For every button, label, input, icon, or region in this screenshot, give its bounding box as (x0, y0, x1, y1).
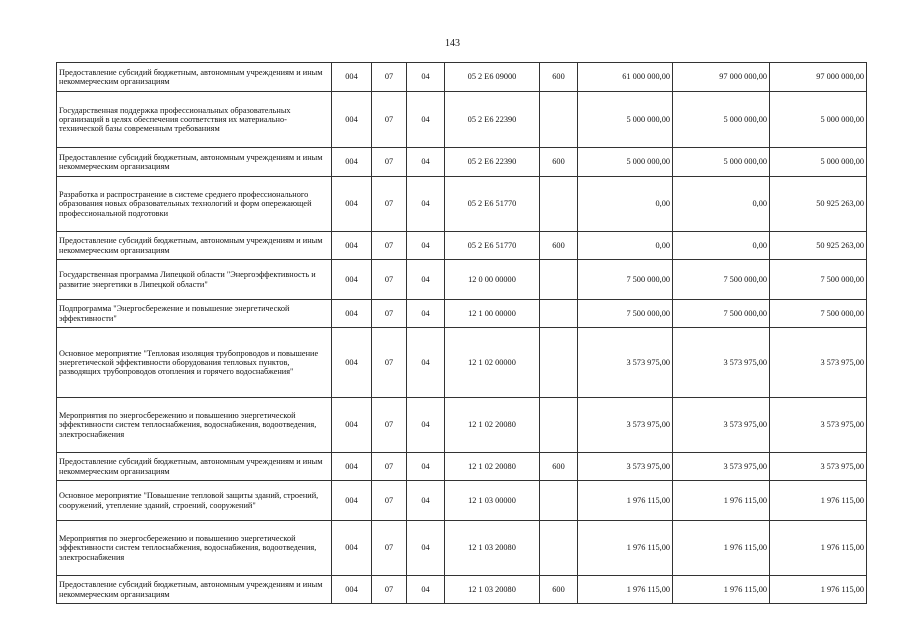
cell-vr (540, 328, 578, 398)
cell-year3: 7 500 000,00 (770, 300, 867, 328)
cell-section: 07 (372, 576, 407, 604)
cell-year1: 1 976 115,00 (578, 576, 673, 604)
cell-admin: 004 (332, 260, 372, 300)
cell-vr (540, 260, 578, 300)
cell-vr: 600 (540, 148, 578, 177)
budget-table (56, 62, 867, 604)
cell-year3: 97 000 000,00 (770, 63, 867, 92)
cell-admin: 004 (332, 576, 372, 604)
cell-year1: 3 573 975,00 (578, 328, 673, 398)
table-row (57, 328, 867, 398)
cell-year2: 5 000 000,00 (673, 148, 770, 177)
cell-target: 12 1 03 00000 (445, 481, 540, 521)
cell-year2: 5 000 000,00 (673, 92, 770, 148)
cell-section: 07 (372, 148, 407, 177)
cell-section: 07 (372, 92, 407, 148)
cell-year3: 1 976 115,00 (770, 521, 867, 576)
cell-admin: 004 (332, 398, 372, 453)
cell-subsection: 04 (407, 328, 445, 398)
cell-admin: 004 (332, 92, 372, 148)
table-row (57, 232, 867, 260)
cell-target: 12 1 03 20080 (445, 521, 540, 576)
table-row (57, 453, 867, 481)
cell-name: Мероприятия по энергосбережению и повышению энергетической эффективности систем теплоснабжения, водоснабжения, водоотведения, электроснабжения (57, 398, 332, 453)
cell-year3: 7 500 000,00 (770, 260, 867, 300)
cell-section: 07 (372, 232, 407, 260)
cell-subsection: 04 (407, 453, 445, 481)
table-row (57, 260, 867, 300)
cell-year1: 61 000 000,00 (578, 63, 673, 92)
cell-year3: 50 925 263,00 (770, 177, 867, 232)
cell-target: 12 1 02 00000 (445, 328, 540, 398)
cell-year1: 0,00 (578, 232, 673, 260)
cell-year2: 1 976 115,00 (673, 481, 770, 521)
cell-admin: 004 (332, 453, 372, 481)
cell-target: 12 1 00 00000 (445, 300, 540, 328)
cell-year2: 0,00 (673, 232, 770, 260)
cell-target: 05 2 Е6 22390 (445, 148, 540, 177)
cell-year2: 7 500 000,00 (673, 260, 770, 300)
page-number: 143 (445, 38, 460, 49)
cell-target: 12 1 02 20080 (445, 398, 540, 453)
cell-target: 05 2 Е6 51770 (445, 232, 540, 260)
table-row (57, 521, 867, 576)
cell-target: 12 0 00 00000 (445, 260, 540, 300)
cell-vr (540, 300, 578, 328)
cell-section: 07 (372, 177, 407, 232)
cell-year1: 5 000 000,00 (578, 92, 673, 148)
cell-admin: 004 (332, 300, 372, 328)
cell-year1: 3 573 975,00 (578, 398, 673, 453)
cell-name: Государственная поддержка профессиональных образовательных организаций в целях обеспечения соответствия их материально-технической базы современным требованиям (57, 92, 332, 148)
cell-year1: 7 500 000,00 (578, 300, 673, 328)
cell-name: Мероприятия по энергосбережению и повышению энергетической эффективности систем теплоснабжения, водоснабжения, водоотведения, электроснабжения (57, 521, 332, 576)
table-row (57, 63, 867, 92)
cell-name: Предоставление субсидий бюджетным, автономным учреждениям и иным некоммерческим организациям (57, 148, 332, 177)
table-row (57, 300, 867, 328)
cell-section: 07 (372, 300, 407, 328)
cell-year1: 1 976 115,00 (578, 481, 673, 521)
cell-section: 07 (372, 521, 407, 576)
cell-subsection: 04 (407, 398, 445, 453)
cell-subsection: 04 (407, 576, 445, 604)
cell-name: Подпрограмма "Энергосбережение и повышение энергетической эффективности" (57, 300, 332, 328)
cell-admin: 004 (332, 148, 372, 177)
cell-year3: 5 000 000,00 (770, 148, 867, 177)
cell-year2: 1 976 115,00 (673, 576, 770, 604)
cell-subsection: 04 (407, 300, 445, 328)
cell-name: Предоставление субсидий бюджетным, автономным учреждениям и иным некоммерческим организациям (57, 453, 332, 481)
cell-vr (540, 177, 578, 232)
cell-admin: 004 (332, 481, 372, 521)
cell-name: Предоставление субсидий бюджетным, автономным учреждениям и иным некоммерческим организациям (57, 576, 332, 604)
cell-target: 12 1 03 20080 (445, 576, 540, 604)
cell-year2: 7 500 000,00 (673, 300, 770, 328)
cell-section: 07 (372, 453, 407, 481)
cell-subsection: 04 (407, 63, 445, 92)
cell-vr (540, 481, 578, 521)
cell-year3: 3 573 975,00 (770, 328, 867, 398)
cell-vr: 600 (540, 232, 578, 260)
table-row (57, 481, 867, 521)
cell-name: Предоставление субсидий бюджетным, автономным учреждениям и иным некоммерческим организациям (57, 232, 332, 260)
cell-subsection: 04 (407, 521, 445, 576)
cell-year3: 3 573 975,00 (770, 398, 867, 453)
cell-year1: 5 000 000,00 (578, 148, 673, 177)
cell-name: Основное мероприятие "Повышение тепловой защиты зданий, строений, сооружений, утепление зданий, строений, сооружений" (57, 481, 332, 521)
table-row (57, 177, 867, 232)
cell-year1: 3 573 975,00 (578, 453, 673, 481)
cell-subsection: 04 (407, 177, 445, 232)
cell-subsection: 04 (407, 260, 445, 300)
cell-admin: 004 (332, 177, 372, 232)
cell-admin: 004 (332, 232, 372, 260)
cell-admin: 004 (332, 328, 372, 398)
cell-year2: 1 976 115,00 (673, 521, 770, 576)
cell-name: Основное мероприятие "Тепловая изоляция трубопроводов и повышение энергетической эффективности оборудования тепловых пунктов, разводящих трубопроводов отопления и горячего водоснабжения" (57, 328, 332, 398)
cell-subsection: 04 (407, 481, 445, 521)
cell-target: 05 2 Е6 09000 (445, 63, 540, 92)
cell-vr: 600 (540, 453, 578, 481)
cell-year1: 1 976 115,00 (578, 521, 673, 576)
cell-year2: 97 000 000,00 (673, 63, 770, 92)
cell-section: 07 (372, 398, 407, 453)
cell-year3: 1 976 115,00 (770, 481, 867, 521)
cell-year3: 1 976 115,00 (770, 576, 867, 604)
cell-admin: 004 (332, 521, 372, 576)
cell-section: 07 (372, 63, 407, 92)
cell-year3: 3 573 975,00 (770, 453, 867, 481)
cell-year1: 7 500 000,00 (578, 260, 673, 300)
table-row (57, 92, 867, 148)
cell-year2: 3 573 975,00 (673, 453, 770, 481)
cell-year2: 0,00 (673, 177, 770, 232)
cell-section: 07 (372, 481, 407, 521)
cell-target: 05 2 Е6 22390 (445, 92, 540, 148)
cell-year1: 0,00 (578, 177, 673, 232)
table-row (57, 576, 867, 604)
cell-year2: 3 573 975,00 (673, 328, 770, 398)
cell-admin: 004 (332, 63, 372, 92)
cell-name: Предоставление субсидий бюджетным, автономным учреждениям и иным некоммерческим организациям (57, 63, 332, 92)
cell-vr (540, 521, 578, 576)
cell-year2: 3 573 975,00 (673, 398, 770, 453)
cell-year3: 50 925 263,00 (770, 232, 867, 260)
cell-name: Разработка и распространение в системе среднего профессионального образования новых образовательных технологий и форм опережающей профессиональной подготовки (57, 177, 332, 232)
cell-year3: 5 000 000,00 (770, 92, 867, 148)
cell-vr (540, 398, 578, 453)
cell-subsection: 04 (407, 92, 445, 148)
table-row (57, 398, 867, 453)
cell-section: 07 (372, 260, 407, 300)
cell-subsection: 04 (407, 148, 445, 177)
cell-subsection: 04 (407, 232, 445, 260)
cell-name: Государственная программа Липецкой области "Энергоэффективность и развитие энергетики в Липецкой области" (57, 260, 332, 300)
cell-target: 12 1 02 20080 (445, 453, 540, 481)
cell-vr: 600 (540, 63, 578, 92)
cell-vr (540, 92, 578, 148)
cell-target: 05 2 Е6 51770 (445, 177, 540, 232)
table-row (57, 148, 867, 177)
cell-section: 07 (372, 328, 407, 398)
cell-vr: 600 (540, 576, 578, 604)
